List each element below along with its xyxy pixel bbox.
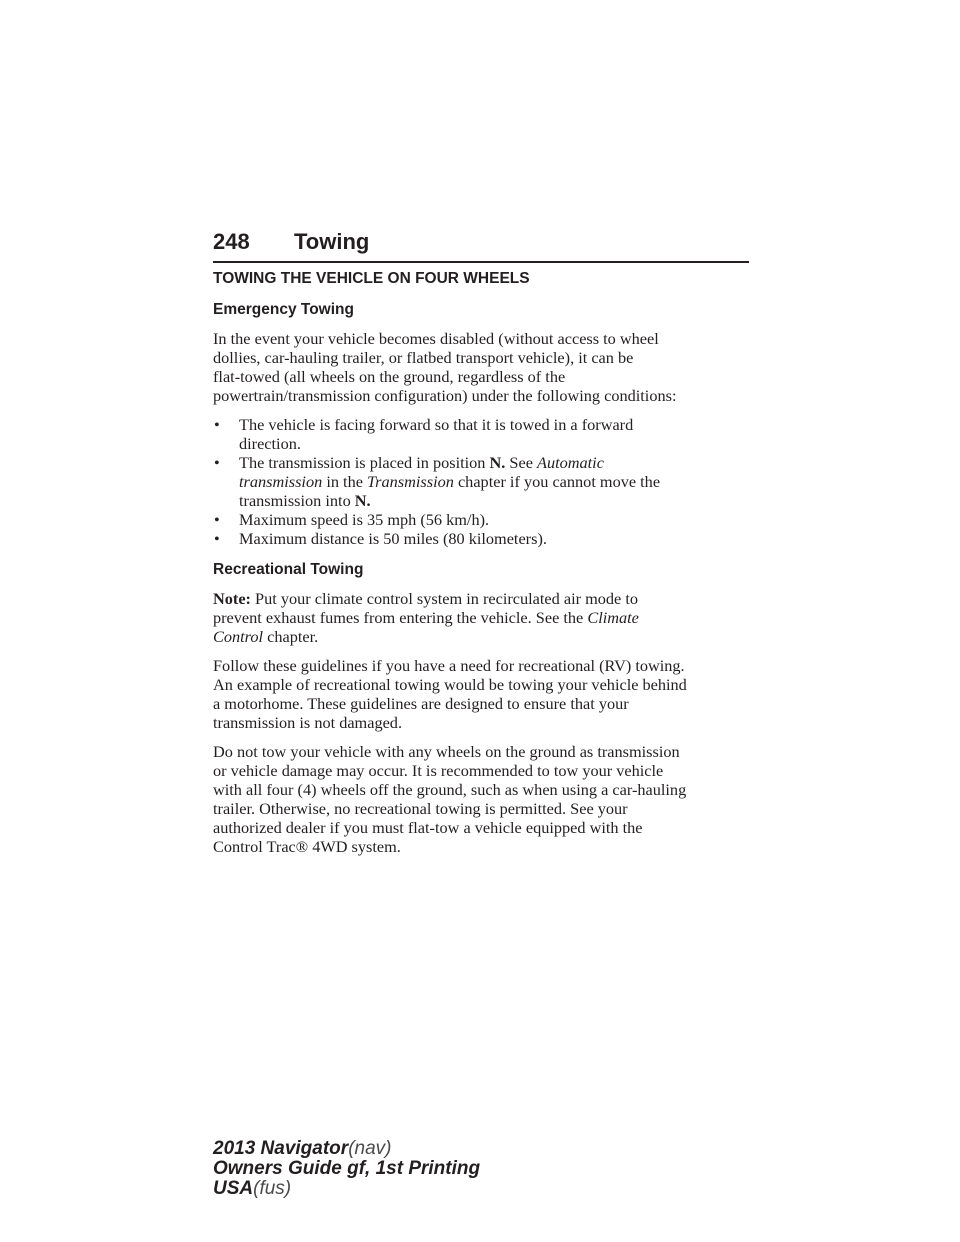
climate-control-ref: Climate Control <box>213 608 639 646</box>
condition-forward: The vehicle is facing forward so that it is towed in a forward direction. <box>239 415 634 453</box>
page-number: 248 <box>213 229 250 254</box>
list-item <box>213 510 753 529</box>
recreational-warning: Do not tow your vehicle with any wheels on the ground as transmission or vehicle damage may occur. It is recommended to tow your vehicle with all four (4) wheels off the ground, such as when using a car-hauling trailer. Otherwise, no recreational towing is permitted. See your authorized dealer if you must flat-tow a vehicle equipped with the Control Trac® 4WD system. <box>213 742 687 856</box>
footer-model: 2013 Navigator <box>213 1138 349 1159</box>
recreational-guidelines: Follow these guidelines if you have a need for recreational (RV) towing. An example of recreational towing would be towing your vehicle behind a motorhome. These guidelines are designed to ensure that your transmission is not damaged. <box>213 656 687 732</box>
page-header <box>213 227 749 263</box>
footer-line <box>213 1179 480 1199</box>
condition-max-distance: Maximum distance is 50 miles (80 kilometers). <box>239 529 547 548</box>
condition-neutral-text: The transmission is placed in position <box>239 453 490 472</box>
page-footer <box>213 1139 480 1199</box>
neutral-position: N. <box>489 453 506 472</box>
condition-neutral-text: in the <box>322 472 368 491</box>
emergency-towing-intro: In the event your vehicle becomes disabled (without access to wheel dollies, car-hauling trailer, or flatbed transport vehicle), it can be flat-towed (all wheels on the ground, regardless of the powertrain/transmission configuration) under the following conditions: <box>213 329 677 405</box>
recreational-note <box>213 589 753 646</box>
towing-conditions-list <box>213 415 753 548</box>
list-item <box>213 529 753 548</box>
condition-max-speed: Maximum speed is 35 mph (56 km/h). <box>239 510 490 529</box>
note-text: Put your climate control system in recirculated air mode to prevent exhaust fumes from entering the vehicle. See the <box>213 589 638 627</box>
condition-neutral-text: See <box>505 453 538 472</box>
recreational-towing-heading: Recreational Towing <box>213 561 364 578</box>
note-label: Note: <box>213 589 251 608</box>
page-content <box>213 269 753 866</box>
footer-guide-edition: Owners Guide gf, 1st Printing <box>213 1158 481 1179</box>
neutral-position: N. <box>354 491 371 510</box>
footer-model-code: (nav) <box>348 1138 392 1159</box>
bullet-icon: • <box>214 453 220 472</box>
transmission-chapter-ref: Transmission <box>367 472 454 491</box>
note-text: chapter. <box>263 627 319 646</box>
section-title: TOWING THE VEHICLE ON FOUR WHEELS <box>213 270 530 287</box>
chapter-title: Towing <box>294 229 370 254</box>
list-item <box>213 415 753 453</box>
condition-neutral-text: chapter if you cannot move the transmission into <box>239 472 661 510</box>
list-item <box>213 453 753 510</box>
footer-market-code: (fus) <box>253 1178 292 1199</box>
bullet-icon: • <box>214 529 220 548</box>
emergency-towing-heading: Emergency Towing <box>213 301 354 318</box>
footer-line <box>213 1159 480 1179</box>
bullet-icon: • <box>214 510 220 529</box>
bullet-icon: • <box>214 415 220 434</box>
footer-line <box>213 1139 480 1159</box>
automatic-transmission-ref: Automatic transmission <box>239 453 604 491</box>
footer-market: USA <box>213 1178 254 1199</box>
